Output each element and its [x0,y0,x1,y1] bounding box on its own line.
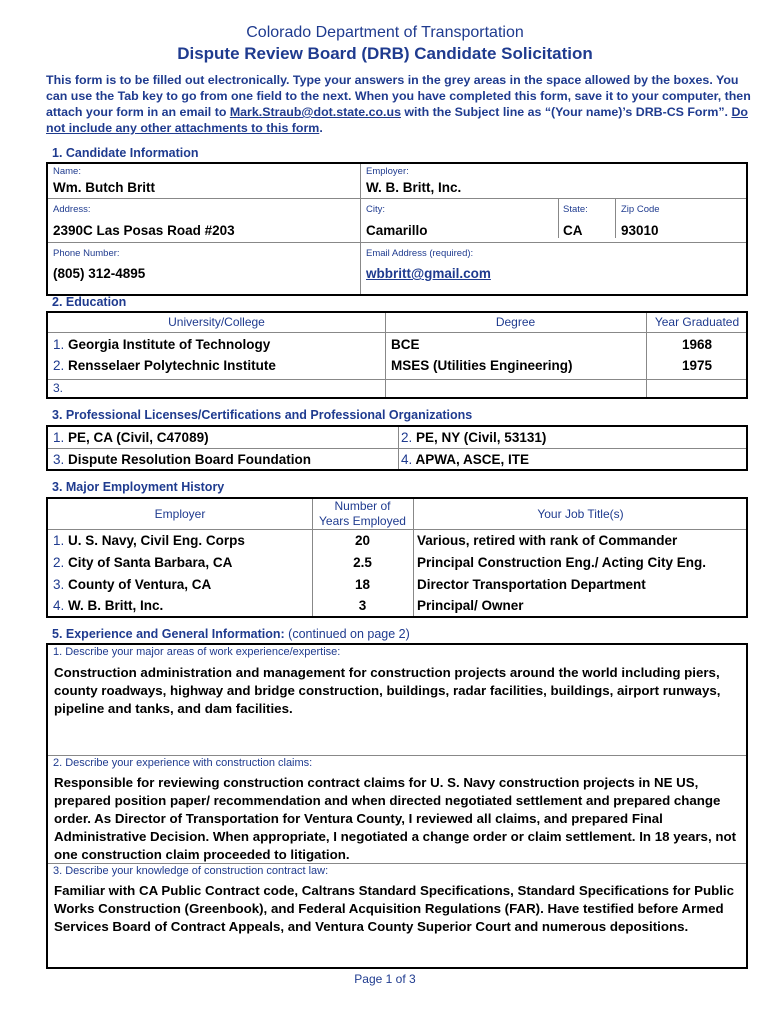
phone-field[interactable]: (805) 312-4895 [53,266,146,281]
experience-box [46,643,748,969]
col-degree: Degree [495,315,536,329]
table-row[interactable] [53,577,211,592]
license-item[interactable] [53,452,311,467]
university-field[interactable]: Georgia Institute of Technology [68,337,271,352]
form-title: Dispute Review Board (DRB) Candidate Solicitation [177,44,593,63]
license-item[interactable] [401,452,529,467]
q1-label: 1. Describe your major areas of work experience/expertise: [53,646,341,658]
q3-answer[interactable]: Familiar with CA Public Contract code, Caltrans Standard Specifications, Standard Specifications for Public Works Construction (Greenbook), and Federal Acquisition Regulations (FAR). Have testified before Armed Services Board of Contract Appeals, and Ventura County Superior Court and numerous depositions. [54,883,734,934]
row-number: 1. [53,430,65,445]
employer-field[interactable]: City of Santa Barbara, CA [68,555,233,570]
section-licenses-title: 3. Professional Licenses/Certifications and Professional Organizations [52,408,473,422]
row-number: 2. [53,358,65,373]
instructions-text-2: with the Subject line as “(Your name)’s DRB-CS Form”. [400,105,732,119]
org-name: Colorado Department of Transportation [246,24,524,41]
col-university: University/College [168,315,265,329]
license-text[interactable]: APWA, ASCE, ITE [415,452,530,467]
license-text[interactable]: Dispute Resolution Board Foundation [68,452,312,467]
table-row[interactable] [53,337,270,352]
city-label: City: [366,204,385,215]
instructions-end: . [319,121,323,135]
col-years-line2: Years Employed [319,514,406,528]
email-label: Email Address (required): [366,248,474,259]
table-row[interactable] [53,598,163,613]
licenses-table [46,425,748,471]
employer-field[interactable]: W. B. Britt, Inc. [68,598,164,613]
instructions-warning: Do not include any other attachments to this form [46,105,748,135]
zip-label: Zip Code [621,204,660,215]
address-field[interactable]: 2390C Las Posas Road #203 [53,223,235,238]
job-title-field[interactable]: Principal/ Owner [417,598,524,613]
state-label: State: [563,204,588,215]
state-field[interactable]: CA [563,223,583,238]
years-field[interactable]: 2.5 [353,555,372,570]
address-label: Address: [53,204,91,215]
job-title-field[interactable]: Principal Construction Eng./ Acting City Eng. [417,555,707,570]
employer-field[interactable]: W. B. Britt, Inc. [366,180,462,195]
instructions [46,72,756,136]
section-candidate-title: 1. Candidate Information [52,146,199,160]
job-title-field[interactable]: Director Transportation Department [417,577,646,592]
submission-email-link[interactable]: Mark.Straub@dot.state.co.us [229,105,401,119]
license-item[interactable] [401,430,546,445]
instructions-text: This form is to be filled out electronically. Type your answers in the grey areas in the space allowed by the boxes. You can use the Tab key to go from one field to the next. When you have completed this form, save it to your computer, then attach your form in an email to [46,73,751,119]
q3-label: 3. Describe your knowledge of construction contract law: [53,865,329,877]
zip-field[interactable]: 93010 [621,223,659,238]
row-number: 2. [53,555,65,570]
row-number: 3. [53,452,65,467]
degree-field[interactable]: MSES (Utilities Engineering) [391,358,573,373]
table-row[interactable] [53,533,245,548]
degree-field[interactable]: BCE [391,337,420,352]
col-year: Year Graduated [654,315,740,329]
email-field[interactable]: wbbritt@gmail.com [366,266,491,281]
job-title-field[interactable]: Various, retired with rank of Commander [417,533,678,548]
employer-field[interactable]: U. S. Navy, Civil Eng. Corps [68,533,245,548]
candidate-info-box [46,162,748,296]
row-number: 3. [53,577,65,592]
row-number: 1. [53,533,65,548]
table-row[interactable] [53,555,232,570]
license-text[interactable]: PE, CA (Civil, C47089) [68,430,209,445]
q1-answer[interactable]: Construction administration and management for construction projects around the world including piers, county roadways, highway and bridge construction, buildings, radar facilities, buildings, airport runways, pipeline and tanks, and dam facilities. [54,665,721,716]
name-label: Name: [53,166,81,177]
table-row[interactable] [53,381,63,395]
section-experience-heading: 5. Experience and General Information: [52,627,285,641]
name-field[interactable]: Wm. Butch Britt [53,180,155,195]
phone-label: Phone Number: [53,248,120,259]
q2-answer[interactable]: Responsible for reviewing construction contract claims for U. S. Navy construction projects in NE US, prepared position paper/ recommendation and when directed negotiated settlement and prepared change order. As Director of Transportation for Ventura County, I reviewed all claims, and prepared Final Administrative Decision. When appropriate, I negotiated a change order or claim settlement. In 18 years, not one construction claim proceeded to litigation. [54,775,737,862]
col-job-title: Your Job Title(s) [537,507,624,521]
license-text[interactable]: PE, NY (Civil, 53131) [416,430,547,445]
q2-label: 2. Describe your experience with construction claims: [53,757,313,769]
year-field[interactable]: 1968 [681,337,713,352]
page-number: Page 1 of 3 [354,972,416,986]
section-experience-note: (continued on page 2) [284,627,410,641]
col-employer: Employer [154,507,206,521]
employer-field[interactable]: County of Ventura, CA [68,577,212,592]
section-employment-title: 3. Major Employment History [52,480,225,494]
education-table [46,311,748,399]
years-field[interactable]: 3 [358,598,367,613]
row-number: 4. [401,452,413,467]
row-number: 3. [53,381,64,395]
row-number: 4. [53,598,65,613]
license-item[interactable] [53,430,209,445]
row-number: 1. [53,337,65,352]
city-field[interactable]: Camarillo [366,223,428,238]
year-field[interactable]: 1975 [681,358,713,373]
section-experience-title [52,627,410,641]
section-education-title: 2. Education [52,295,127,309]
employer-label: Employer: [366,166,409,177]
row-number: 2. [401,430,413,445]
years-field[interactable]: 20 [354,533,371,548]
col-years-line1: Number of [334,499,391,513]
university-field[interactable]: Rensselaer Polytechnic Institute [68,358,276,373]
table-row[interactable] [53,358,276,373]
years-field[interactable]: 18 [354,577,371,592]
employment-table [46,497,748,618]
